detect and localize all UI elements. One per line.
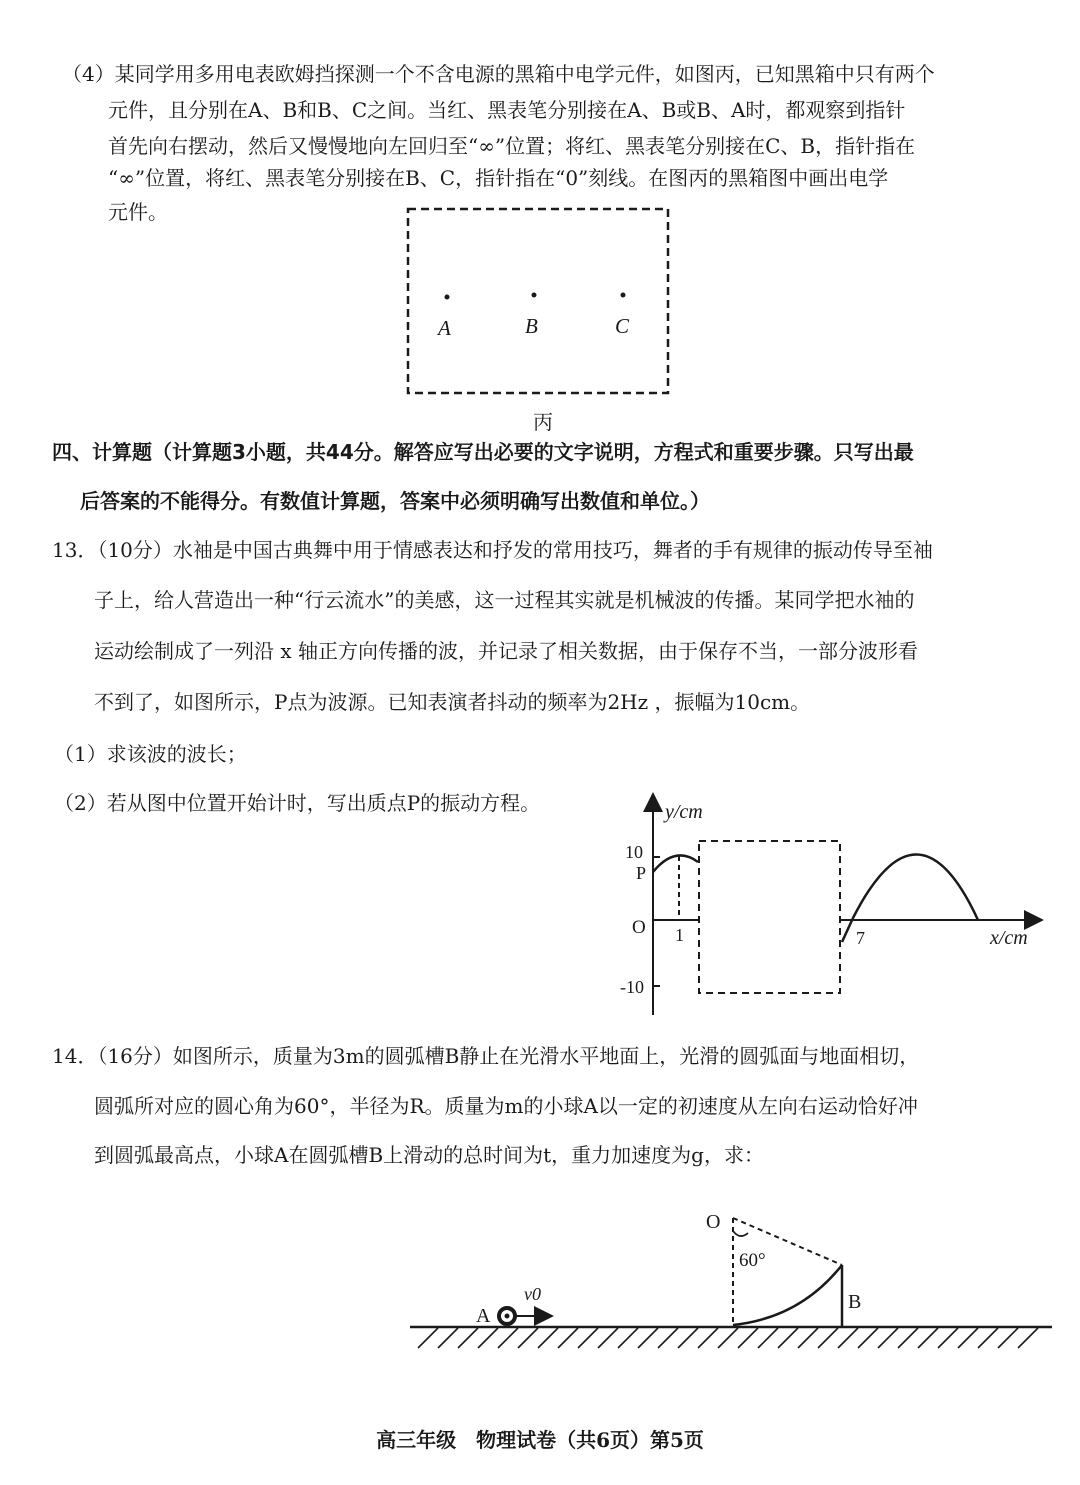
q12-4-line-4: “∞”位置，将红、黑表笔分别接在B、C，指针指在“0”刻线。在图丙的黑箱图中画出电学 (108, 166, 889, 190)
page-footer: 高三年级 物理试卷（共6页）第5页 (376, 1428, 704, 1452)
q13-line-4: 不到了，如图所示，P点为波源。已知表演者抖动的频率为2Hz ，振幅为10cm。 (94, 690, 811, 714)
x-tick-label-1: 1 (675, 925, 684, 945)
groove-b-label: B (848, 1291, 862, 1313)
q12-4-line-1: （4）某同学用多用电表欧姆挡探测一个不含电源的黑箱中电学元件，如图丙，已知黑箱中只有两个 (62, 62, 935, 86)
q12-4-line-2: 元件，且分别在A、B和B、C之间。当红、黑表笔分别接在A、B或B、A时，都观察到指针 (108, 98, 906, 122)
section4-line-1: 四、计算题（计算题3小题，共44分。解答应写出必要的文字说明，方程式和重要步骤。只写出最 (52, 440, 914, 464)
point-p-label: P (636, 863, 647, 883)
q13-sub-2: （2）若从图中位置开始计时，写出质点P的振动方程。 (54, 791, 541, 815)
q13-line-3: 运动绘制成了一列沿 x 轴正方向传播的波，并记录了相关数据，由于保存不当，一部分波形看 (94, 639, 918, 663)
q14-line-1: 14．（16分）如图所示，质量为3m的圆弧槽B静止在光滑水平地面上，光滑的圆弧面与地面相切， (52, 1044, 920, 1068)
ground-hatching (418, 1328, 1038, 1348)
angle-label: 60° (739, 1250, 766, 1271)
q13-line-1: 13．（10分）水袖是中国古典舞中用于情感表达和抒发的常用技巧，舞者的手有规律的振动传导至袖 (52, 538, 933, 562)
ball-a-label: A (476, 1305, 491, 1327)
q14-line-3: 到圆弧最高点，小球A在圆弧槽B上滑动的总时间为t，重力加速度为g，求： (94, 1143, 764, 1167)
point-b-label: B (525, 314, 538, 338)
y-tick-label-minus-10: -10 (620, 977, 644, 997)
origin-label: O (632, 917, 646, 938)
point-a-label: A (438, 316, 451, 340)
black-box-caption: 丙 (533, 410, 553, 434)
q12-4-line-3: 首先向右摆动，然后又慢慢地向左回归至“∞”位置；将红、黑表笔分别接在C、B，指针指在 (108, 134, 916, 158)
ball-a-core (505, 1314, 510, 1319)
groove-b-arc (733, 1265, 842, 1325)
q12-4-line-5: 元件。 (108, 200, 168, 224)
y-tick-label-10: 10 (625, 842, 643, 862)
point-c-label: C (615, 314, 630, 338)
y-axis-label: y/cm (665, 801, 703, 823)
q14-line-2: 圆弧所对应的圆心角为60°，半径为R。质量为m的小球A以一定的初速度从左向右运动恰好冲 (94, 1094, 918, 1118)
x-axis-label: x/cm (990, 927, 1028, 949)
center-o-label: O (706, 1211, 721, 1233)
q13-line-2: 子上，给人营造出一种“行云流水”的美感，这一过程其实就是机械波的传播。某同学把水袖的 (94, 588, 915, 612)
velocity-label: v0 (524, 1284, 541, 1304)
x-tick-label-7: 7 (856, 928, 865, 948)
section4-line-2: 后答案的不能得分。有数值计算题，答案中必须明确写出数值和单位。） (80, 489, 710, 513)
q13-sub-1: （1）求该波的波长； (54, 742, 247, 766)
angle-arc-mark (733, 1231, 748, 1236)
